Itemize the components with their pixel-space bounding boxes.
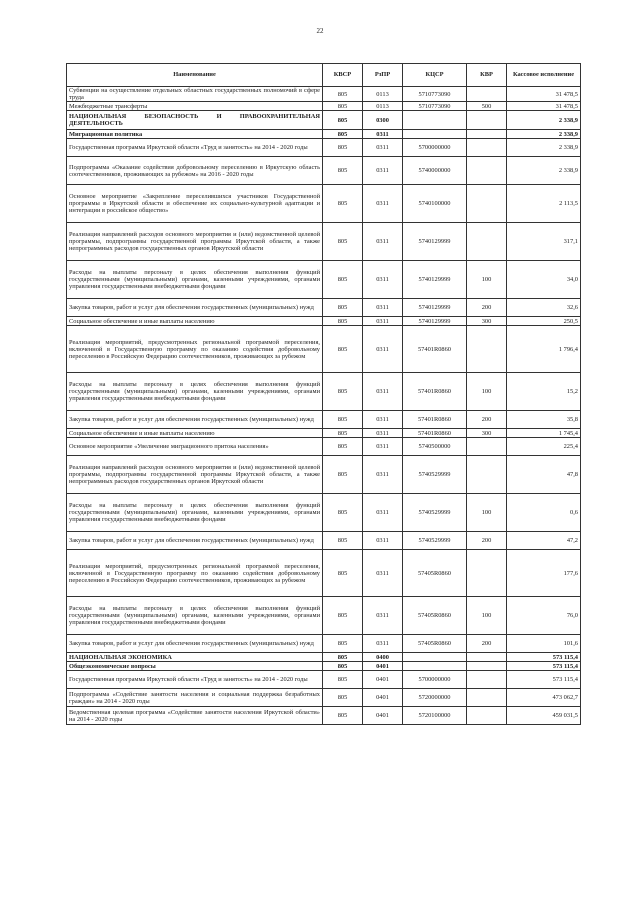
cell-rzpr: 0311: [363, 299, 403, 317]
table-row: [67, 299, 581, 317]
header-kcsr: КЦСР: [403, 64, 467, 87]
cell-kcsr: 57401R0860: [403, 429, 467, 438]
cell-name: Расходы на выплаты персоналу в целях обеспечения выполнения функций государственными (муниципальными) органами, казенными учреждениями, органами управления государственными внебюджетными фондами: [67, 261, 323, 299]
cell-kvr: [467, 223, 507, 261]
cell-kvsr: 805: [323, 635, 363, 653]
cell-amount: 15,2: [507, 373, 581, 411]
cell-amount: 47,8: [507, 456, 581, 494]
cell-kcsr: 5740529999: [403, 494, 467, 532]
cell-kcsr: 57405R0860: [403, 635, 467, 653]
cell-name: Подпрограмма «Содействие занятости населения и социальная поддержка безработных граждан» на 2014 - 2020 годы: [67, 689, 323, 707]
cell-amount: 32,6: [507, 299, 581, 317]
cell-kvr: 100: [467, 373, 507, 411]
cell-kcsr: 57401R0860: [403, 373, 467, 411]
cell-name: Подпрограмма «Оказание содействия добровольному переселению в Иркутскую область соотечественников, проживающих за рубежом» на 2016 - 2020 годы: [67, 157, 323, 185]
cell-kvr: 500: [467, 102, 507, 111]
cell-amount: 35,8: [507, 411, 581, 429]
cell-amount: 225,4: [507, 438, 581, 456]
cell-kvsr: 805: [323, 87, 363, 102]
cell-amount: 1 745,4: [507, 429, 581, 438]
cell-kvr: 100: [467, 261, 507, 299]
budget-execution-table: [66, 63, 581, 725]
cell-rzpr: 0311: [363, 139, 403, 157]
cell-kvr: [467, 87, 507, 102]
cell-name: Государственная программа Иркутской области «Труд и занятость» на 2014 - 2020 годы: [67, 671, 323, 689]
cell-amount: 76,0: [507, 597, 581, 635]
cell-kvsr: 805: [323, 689, 363, 707]
cell-rzpr: 0311: [363, 157, 403, 185]
header-rzpr: РзПР: [363, 64, 403, 87]
cell-kvr: 200: [467, 411, 507, 429]
cell-kcsr: 5740000000: [403, 157, 467, 185]
cell-kcsr: 5720000000: [403, 689, 467, 707]
cell-kvr: [467, 662, 507, 671]
table-row: [67, 111, 581, 130]
cell-name: НАЦИОНАЛЬНАЯ ЭКОНОМИКА: [67, 653, 323, 662]
cell-kvsr: 805: [323, 139, 363, 157]
cell-kcsr: 5700000000: [403, 139, 467, 157]
table-row: [67, 157, 581, 185]
cell-name: Закупка товаров, работ и услуг для обеспечения государственных (муниципальных) нужд: [67, 635, 323, 653]
table-row: [67, 185, 581, 223]
cell-kvr: 200: [467, 532, 507, 550]
cell-amount: 34,0: [507, 261, 581, 299]
cell-rzpr: 0311: [363, 532, 403, 550]
cell-amount: 573 115,4: [507, 662, 581, 671]
cell-rzpr: 0401: [363, 662, 403, 671]
cell-kvr: 200: [467, 635, 507, 653]
cell-kcsr: 5740129999: [403, 299, 467, 317]
cell-name: Реализация мероприятий, предусмотренных региональной программой переселения, включенной в Государственную программу по оказанию содействия добровольному переселению в Российскую Федерацию соотечественников, проживающих за рубежом: [67, 326, 323, 373]
table-row: [67, 87, 581, 102]
cell-rzpr: 0311: [363, 317, 403, 326]
table-row: [67, 139, 581, 157]
cell-kcsr: 57401R0860: [403, 411, 467, 429]
table-row: [67, 429, 581, 438]
cell-name: Основное мероприятие «Увеличение миграционного притока населения»: [67, 438, 323, 456]
cell-rzpr: 0311: [363, 261, 403, 299]
cell-kvr: [467, 157, 507, 185]
table-row: [67, 635, 581, 653]
cell-kvr: [467, 326, 507, 373]
cell-kcsr: 57405R0860: [403, 597, 467, 635]
cell-amount: 573 115,4: [507, 671, 581, 689]
cell-rzpr: 0401: [363, 671, 403, 689]
cell-kcsr: 5710773090: [403, 87, 467, 102]
cell-kvr: [467, 111, 507, 130]
cell-name: Реализация направлений расходов основного мероприятия и (или) ведомственной целевой программы, подпрограммы государственной программы Иркутской области, а также непрограммных расходов государственных органов Иркутской области: [67, 456, 323, 494]
table-row: [67, 689, 581, 707]
cell-kcsr: 5740129999: [403, 223, 467, 261]
cell-amount: 2 338,9: [507, 157, 581, 185]
cell-kvr: [467, 550, 507, 597]
header-kvr: КВР: [467, 64, 507, 87]
cell-amount: 177,6: [507, 550, 581, 597]
table-row: [67, 597, 581, 635]
cell-rzpr: 0311: [363, 411, 403, 429]
header-name: Наименование: [67, 64, 323, 87]
cell-amount: 31 478,5: [507, 102, 581, 111]
cell-kvsr: 805: [323, 102, 363, 111]
cell-kvr: [467, 689, 507, 707]
cell-amount: 0,6: [507, 494, 581, 532]
table-row: [67, 261, 581, 299]
table-row: [67, 317, 581, 326]
cell-kvr: 100: [467, 597, 507, 635]
cell-kcsr: 57405R0860: [403, 550, 467, 597]
table-row: [67, 223, 581, 261]
cell-kcsr: [403, 111, 467, 130]
cell-amount: 2 338,9: [507, 111, 581, 130]
cell-kvsr: 805: [323, 317, 363, 326]
cell-name: Основное мероприятие «Закрепление переселившихся участников Государственной программы в Иркутской области и обеспечение их социально-культурной адаптации и интеграции в российское общество»: [67, 185, 323, 223]
cell-kvr: [467, 185, 507, 223]
cell-kcsr: 5740129999: [403, 317, 467, 326]
cell-kvsr: 805: [323, 223, 363, 261]
cell-rzpr: 0311: [363, 456, 403, 494]
cell-name: Ведомственная целевая программа «Содействие занятости населения Иркутской области» на 2014 - 2020 годы: [67, 707, 323, 725]
cell-kvr: 300: [467, 317, 507, 326]
cell-kvsr: 805: [323, 456, 363, 494]
cell-kcsr: 5720100000: [403, 707, 467, 725]
header-amount: Кассовое исполнение: [507, 64, 581, 87]
cell-name: Государственная программа Иркутской области «Труд и занятость» на 2014 - 2020 годы: [67, 139, 323, 157]
table-row: [67, 456, 581, 494]
cell-kcsr: 5710773090: [403, 102, 467, 111]
cell-kvsr: 805: [323, 299, 363, 317]
cell-rzpr: 0311: [363, 494, 403, 532]
cell-kvsr: 805: [323, 111, 363, 130]
cell-kcsr: 5700000000: [403, 671, 467, 689]
table-row: [67, 707, 581, 725]
cell-amount: 2 338,9: [507, 130, 581, 139]
cell-kvr: [467, 707, 507, 725]
cell-kvsr: 805: [323, 550, 363, 597]
table-row: [67, 102, 581, 111]
cell-kvr: 100: [467, 494, 507, 532]
cell-kvsr: 805: [323, 438, 363, 456]
cell-rzpr: 0311: [363, 373, 403, 411]
cell-name: Закупка товаров, работ и услуг для обеспечения государственных (муниципальных) нужд: [67, 411, 323, 429]
cell-amount: 573 115,4: [507, 653, 581, 662]
table-row: [67, 671, 581, 689]
cell-amount: 2 338,9: [507, 139, 581, 157]
cell-kcsr: 5740100000: [403, 185, 467, 223]
cell-rzpr: 0311: [363, 130, 403, 139]
cell-rzpr: 0400: [363, 653, 403, 662]
table-row: [67, 550, 581, 597]
cell-name: Общеэкономические вопросы: [67, 662, 323, 671]
cell-kvsr: 805: [323, 671, 363, 689]
cell-kvsr: 805: [323, 411, 363, 429]
table-row: [67, 494, 581, 532]
cell-kcsr: 5740529999: [403, 532, 467, 550]
cell-kcsr: 5740500000: [403, 438, 467, 456]
page-number: 22: [316, 27, 324, 35]
cell-kcsr: 5740129999: [403, 261, 467, 299]
cell-amount: 47,2: [507, 532, 581, 550]
cell-kvr: [467, 139, 507, 157]
cell-kvr: [467, 456, 507, 494]
cell-rzpr: 0311: [363, 438, 403, 456]
table-row: [67, 411, 581, 429]
cell-name: Межбюджетные трансферты: [67, 102, 323, 111]
cell-rzpr: 0311: [363, 326, 403, 373]
cell-kvsr: 805: [323, 373, 363, 411]
cell-kvr: [467, 438, 507, 456]
cell-amount: 101,6: [507, 635, 581, 653]
cell-rzpr: 0401: [363, 707, 403, 725]
cell-name: Миграционная политика: [67, 130, 323, 139]
table-row: [67, 653, 581, 662]
cell-name: Закупка товаров, работ и услуг для обеспечения государственных (муниципальных) нужд: [67, 299, 323, 317]
cell-rzpr: 0113: [363, 87, 403, 102]
cell-amount: 31 478,5: [507, 87, 581, 102]
table-row: [67, 438, 581, 456]
cell-kvr: 200: [467, 299, 507, 317]
cell-amount: 2 113,5: [507, 185, 581, 223]
cell-name: Реализация направлений расходов основного мероприятия и (или) ведомственной целевой программы, подпрограммы государственной программы Иркутской области, а также непрограммных расходов государственных органов Иркутской области: [67, 223, 323, 261]
table-row: [67, 532, 581, 550]
cell-kvsr: 805: [323, 532, 363, 550]
table-row: [67, 130, 581, 139]
cell-name: Расходы на выплаты персоналу в целях обеспечения выполнения функций государственными (муниципальными) органами, казенными учреждениями, органами управления государственными внебюджетными фондами: [67, 597, 323, 635]
table-row: [67, 373, 581, 411]
cell-kcsr: [403, 130, 467, 139]
table-row: [67, 662, 581, 671]
cell-rzpr: 0311: [363, 429, 403, 438]
cell-kvsr: 805: [323, 185, 363, 223]
cell-kvsr: 805: [323, 429, 363, 438]
cell-name: Расходы на выплаты персоналу в целях обеспечения выполнения функций государственными (муниципальными) органами, казенными учреждениями, органами управления государственными внебюджетными фондами: [67, 373, 323, 411]
cell-kvsr: 805: [323, 494, 363, 532]
cell-rzpr: 0311: [363, 550, 403, 597]
cell-amount: 473 062,7: [507, 689, 581, 707]
cell-name: НАЦИОНАЛЬНАЯ БЕЗОПАСНОСТЬ И ПРАВООХРАНИТЕЛЬНАЯ ДЕЯТЕЛЬНОСТЬ: [67, 111, 323, 130]
cell-rzpr: 0311: [363, 223, 403, 261]
cell-kvr: 300: [467, 429, 507, 438]
cell-kvsr: 805: [323, 653, 363, 662]
cell-kvr: [467, 130, 507, 139]
cell-kvsr: 805: [323, 662, 363, 671]
cell-name: Социальное обеспечение и иные выплаты населению: [67, 317, 323, 326]
cell-kvr: [467, 653, 507, 662]
cell-kvsr: 805: [323, 261, 363, 299]
cell-name: Закупка товаров, работ и услуг для обеспечения государственных (муниципальных) нужд: [67, 532, 323, 550]
cell-kcsr: [403, 662, 467, 671]
table-row: [67, 326, 581, 373]
cell-name: Субвенции на осуществление отдельных областных государственных полномочий в сфере труда: [67, 87, 323, 102]
cell-rzpr: 0113: [363, 102, 403, 111]
cell-kcsr: 57401R0860: [403, 326, 467, 373]
header-kvsr: КВСР: [323, 64, 363, 87]
cell-amount: 459 031,5: [507, 707, 581, 725]
cell-rzpr: 0311: [363, 597, 403, 635]
cell-amount: 1 796,4: [507, 326, 581, 373]
cell-kvsr: 805: [323, 130, 363, 139]
cell-amount: 250,5: [507, 317, 581, 326]
cell-rzpr: 0311: [363, 185, 403, 223]
cell-kvsr: 805: [323, 597, 363, 635]
cell-rzpr: 0401: [363, 689, 403, 707]
cell-kvr: [467, 671, 507, 689]
cell-kvsr: 805: [323, 157, 363, 185]
cell-name: Социальное обеспечение и иные выплаты населению: [67, 429, 323, 438]
cell-rzpr: 0300: [363, 111, 403, 130]
cell-name: Расходы на выплаты персоналу в целях обеспечения выполнения функций государственными (муниципальными) органами, казенными учреждениями, органами управления государственными внебюджетными фондами: [67, 494, 323, 532]
cell-amount: 317,1: [507, 223, 581, 261]
table-header-row: [67, 64, 581, 87]
cell-kcsr: 5740529999: [403, 456, 467, 494]
cell-kvsr: 805: [323, 326, 363, 373]
cell-kcsr: [403, 653, 467, 662]
cell-name: Реализация мероприятий, предусмотренных региональной программой переселения, включенной в Государственную программу по оказанию содействия добровольному переселению в Российскую Федерацию соотечественников, проживающих за рубежом: [67, 550, 323, 597]
cell-rzpr: 0311: [363, 635, 403, 653]
cell-kvsr: 805: [323, 707, 363, 725]
